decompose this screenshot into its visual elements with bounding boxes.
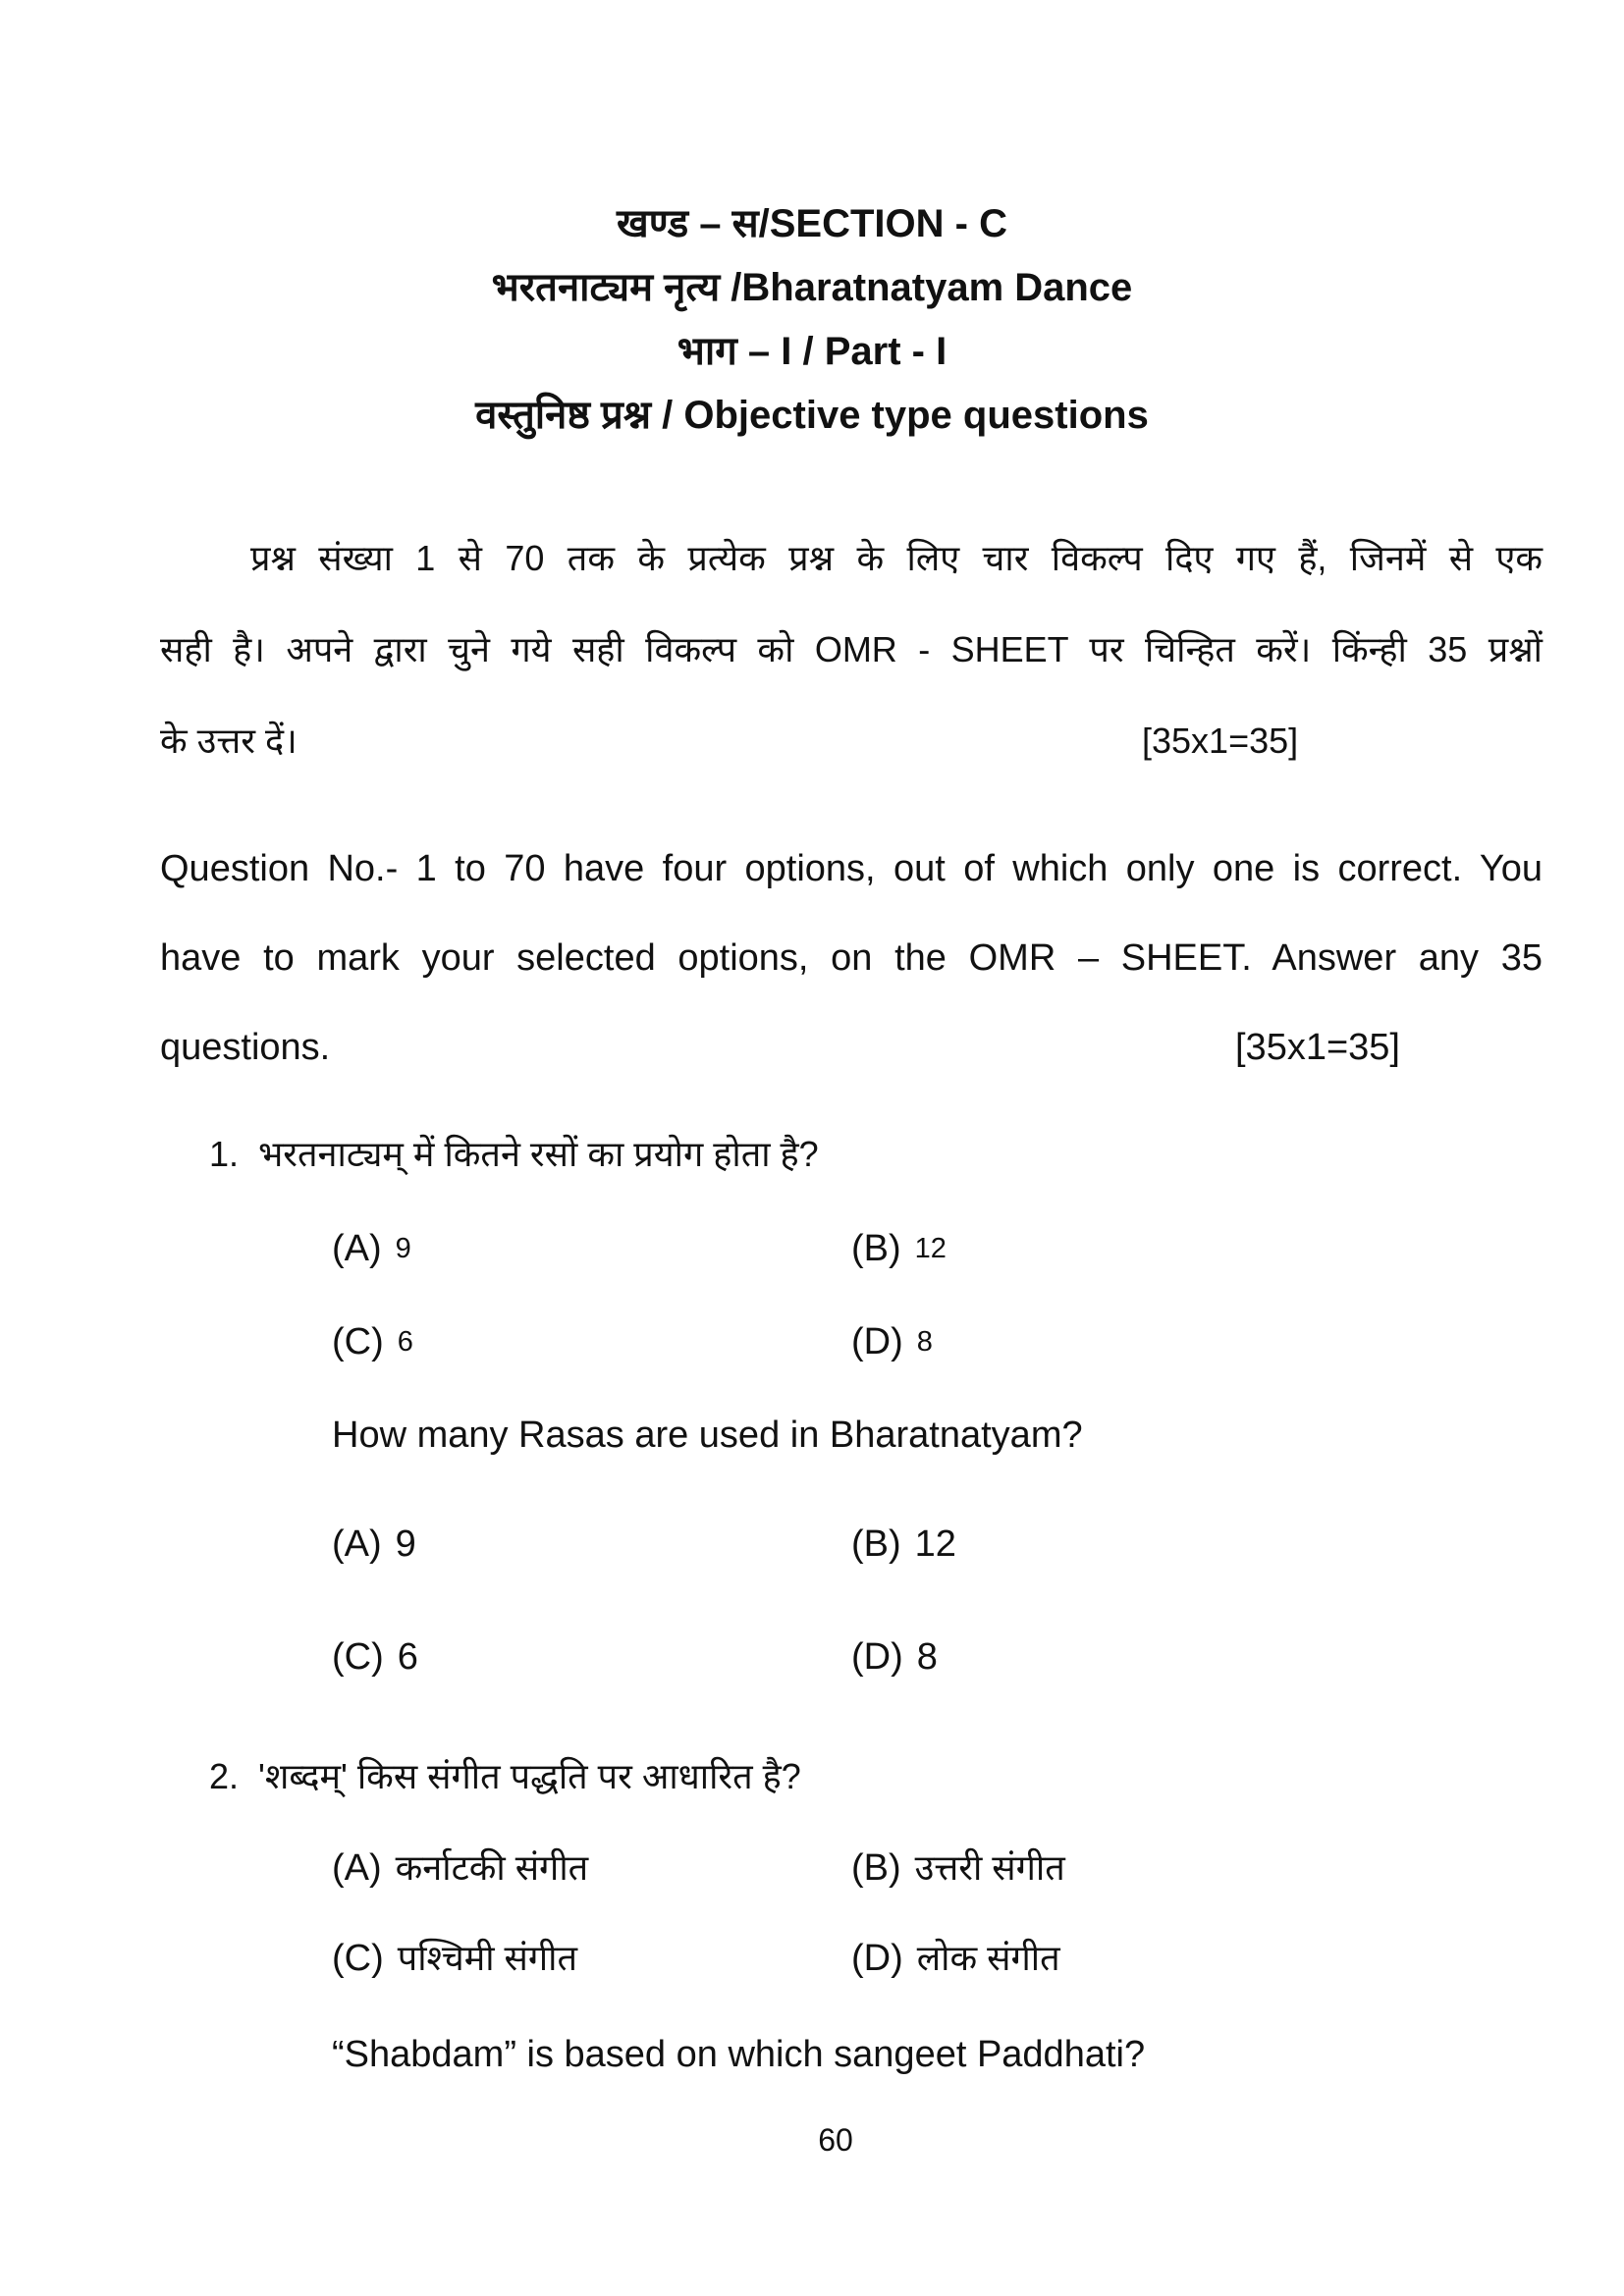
option-label: (B) (851, 1228, 901, 1269)
question-type-title: वस्तुनिष्ठ प्रश्न / Objective type questions (475, 394, 1149, 437)
instructions-hindi-line3 (160, 695, 1543, 786)
option-label: (B) (851, 1847, 901, 1889)
question-2-number: 2. (209, 1756, 240, 1796)
question-1-options-hindi (332, 1223, 1543, 1410)
option-value: 9 (395, 1233, 411, 1264)
question-2-option-c-hindi (332, 1933, 851, 2023)
option-value: 12 (914, 1523, 956, 1565)
question-1-option-b-hindi (851, 1223, 1543, 1316)
option-label: (C) (332, 1321, 384, 1362)
option-label: (C) (332, 1636, 384, 1678)
marks-scheme-english: [35x1=35] (1235, 1027, 1400, 1068)
instructions-english-line3 (160, 1003, 1543, 1093)
subject-title: भरतनाट्यम नृत्य /Bharatnatyam Dance (491, 266, 1133, 309)
question-1-hindi (209, 1129, 1543, 1180)
question-2 (160, 1751, 1543, 2080)
option-label: (B) (851, 1523, 901, 1565)
question-1-options-english (332, 1519, 1543, 1744)
option-value: 12 (914, 1233, 947, 1264)
instructions-english-line2: have to mark your selected options, on the OMR – SHEET. Answer any 35 (160, 937, 1543, 979)
page-number: 60 (818, 2122, 853, 2158)
question-2-options-hindi (332, 1842, 1543, 2023)
option-label: (C) (332, 1938, 384, 1979)
option-value: कर्नाटकी संगीत (395, 1847, 589, 1888)
section-header (0, 192, 1624, 448)
question-1-hindi-text: भरतनाट्यम् में कितने रसों का प्रयोग होता है? (258, 1134, 819, 1174)
question-1-option-a-hindi (332, 1223, 851, 1316)
instructions-hindi-line1: प्रश्न संख्या 1 से 70 तक के प्रत्येक प्रश्न के लिए चार विकल्प दिए गए हैं, जिनमें से एक (250, 538, 1543, 578)
option-label: (A) (332, 1847, 382, 1889)
instructions-english-line3-text: questions. (160, 1027, 331, 1068)
instructions-english-line1: Question No.- 1 to 70 have four options, out of which only one is correct. You (160, 848, 1543, 889)
instructions-hindi-line2: सही है। अपने द्वारा चुने गये सही विकल्प को OMR - SHEET पर चिन्हित करें। किंन्ही 35 प्रश्नों (160, 629, 1543, 669)
option-value: 8 (916, 1326, 933, 1358)
option-value: लोक संगीत (916, 1938, 1060, 1978)
question-1-option-a-english (332, 1519, 851, 1631)
option-label: (D) (851, 1938, 903, 1979)
question-1-option-c-english (332, 1631, 851, 1744)
marks-scheme-hindi: [35x1=35] (1142, 721, 1299, 761)
section-title: खण्ड – स/SECTION - C (617, 202, 1007, 245)
question-1-option-c-hindi (332, 1316, 851, 1410)
question-1-number: 1. (209, 1134, 240, 1174)
question-2-hindi-text: 'शब्दम्' किस संगीत पद्धति पर आधारित है? (258, 1756, 801, 1796)
question-2-option-a-hindi (332, 1842, 851, 1933)
option-value: 6 (397, 1636, 418, 1678)
option-value: 6 (397, 1326, 413, 1358)
option-value: उत्तरी संगीत (914, 1847, 1065, 1888)
instructions-hindi (160, 512, 1543, 786)
option-value: पश्चिमी संगीत (397, 1938, 577, 1978)
question-2-option-d-hindi (851, 1933, 1543, 2023)
option-label: (A) (332, 1523, 382, 1565)
question-1 (160, 1129, 1543, 1744)
instructions-hindi-line3-text: के उत्तर दें। (160, 721, 298, 761)
option-value: 9 (395, 1523, 416, 1565)
option-label: (D) (851, 1321, 903, 1362)
question-1-english-text: How many Rasas are used in Bharatnatyam? (332, 1415, 1083, 1456)
option-label: (A) (332, 1228, 382, 1269)
question-1-option-d-english (851, 1631, 1543, 1744)
part-title: भाग – I / Part - I (677, 330, 947, 373)
question-1-option-b-english (851, 1519, 1543, 1631)
question-2-option-b-hindi (851, 1842, 1543, 1933)
question-2-hindi (209, 1751, 1543, 1802)
question-2-english-text: “Shabdam” is based on which sangeet Paddhati? (332, 2034, 1146, 2075)
instructions-english (160, 825, 1543, 1093)
option-label: (D) (851, 1636, 903, 1678)
option-value: 8 (916, 1636, 938, 1678)
question-1-option-d-hindi (851, 1316, 1543, 1410)
